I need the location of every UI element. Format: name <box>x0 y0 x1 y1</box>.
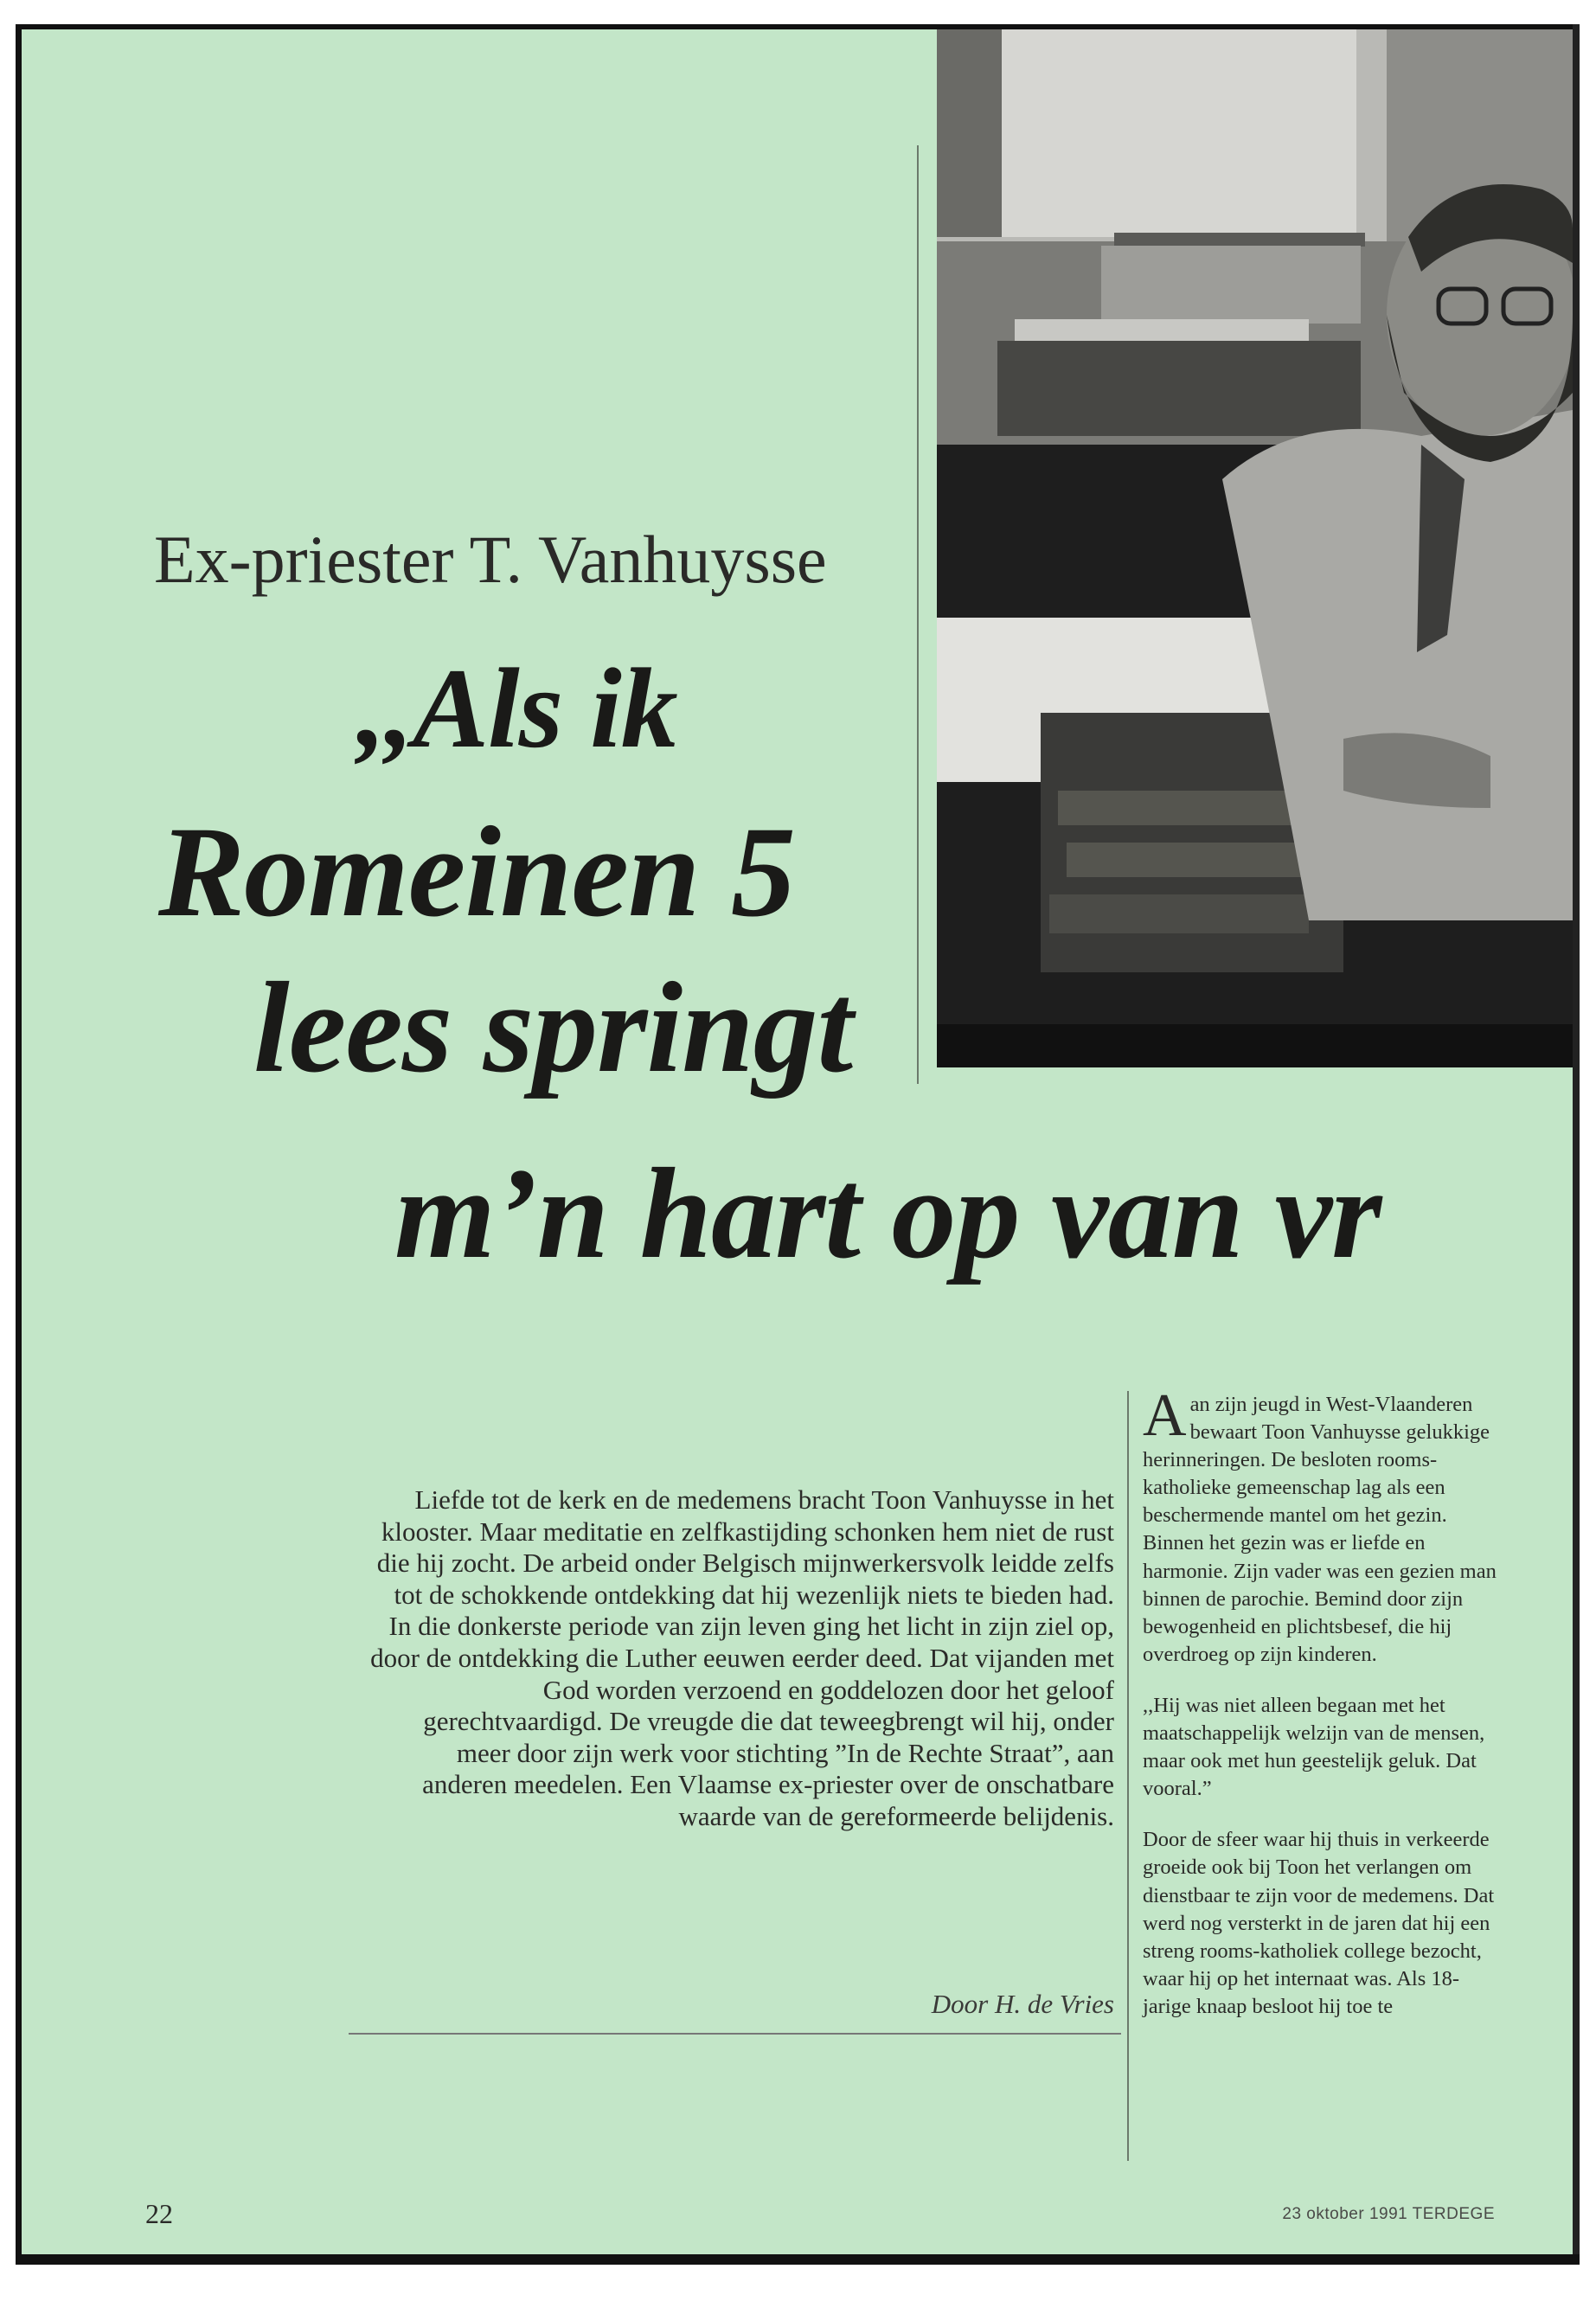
body-paragraph-1-text: an zijn jeugd in West-Vlaanderen bewaart Toon Vanhuysse gelukkige herinneringen. De besloten rooms-katholieke gemeenschap lag als een beschermende mantel om het gezin. Binnen het gezin was er liefde en harmonie. Zijn vader was een gezien man binnen de parochie. Bemind door zijn bewogenheid en plichtsbesef, die hij overdroeg op zijn kinderen. <box>1143 1393 1497 1666</box>
body-paragraph-3: Door de sfeer waar hij thuis in verkeerde groeide ook bij Toon het verlangen om dienstbaar te zijn voor de medemens. Dat werd nog versterkt in de jaren dat hij een streng rooms-katholiek college bezocht, waar hij op het internaat was. Als 18-jarige knaap besloot hij toe te <box>1143 1828 1495 2018</box>
intro-text: Liefde tot de kerk en de medemens bracht Toon Vanhuysse in het klooster. Maar meditatie en zelfkastijding schonken hem niet de rust die hij zocht. De arbeid onder Belgisch mijnwerkersvolk leidde zelfs tot de schokkende ontdekking dat hij wezenlijk niets te bieden had. In die donkerste periode van zijn leven ging het licht in zijn ziel op, door de ontdekking die Luther eeuwen eerder deed. Dat vijanden met God worden verzoend en goddelozen door het geloof gerechtvaardigd. De vreugde die dat teweegbrengt wil hij, onder meer door zijn werk voor stichting ”In de Rechte Straat”, aan anderen meedelen. Een Vlaamse ex-priester over de onschatbare waarde van de gereformeerde belijdenis. <box>370 1484 1114 1831</box>
portrait-photo-illustration <box>937 29 1573 1067</box>
body-paragraph-1 <box>1143 1382 1506 1669</box>
headline-line-3: lees springt <box>253 956 853 1099</box>
byline: Door H. de Vries <box>931 1989 1114 2019</box>
headline-line-1: ,,Als ik <box>357 644 677 772</box>
photo-divider <box>917 145 919 1084</box>
page-border-left <box>16 24 22 2265</box>
kicker-title: Ex-priester T. Vanhuysse <box>154 522 827 597</box>
magazine-page <box>16 24 1580 2265</box>
body-column <box>1143 1382 1506 2044</box>
drop-cap: A <box>1143 1382 1187 1449</box>
page-border-right <box>1573 24 1580 2265</box>
portrait-photo <box>937 29 1573 1067</box>
issue-footer: 23 oktober 1991 TERDEGE <box>1282 2205 1495 2223</box>
body-paragraph-2: ,,Hij was niet alleen begaan met het maatschappelijk welzijn van de mensen, maar ook met hun geestelijk geluk. Dat vooral.” <box>1143 1693 1485 1801</box>
column-divider <box>1127 1391 1129 2161</box>
intro-paragraph <box>370 1484 1114 1833</box>
headline-line-4: m’n hart op van vr <box>394 1142 1381 1285</box>
page-number: 22 <box>145 2198 173 2229</box>
headline-line-2: Romeinen 5 <box>158 800 795 944</box>
byline-divider <box>349 2033 1121 2035</box>
page-border-bottom <box>16 2254 1580 2265</box>
